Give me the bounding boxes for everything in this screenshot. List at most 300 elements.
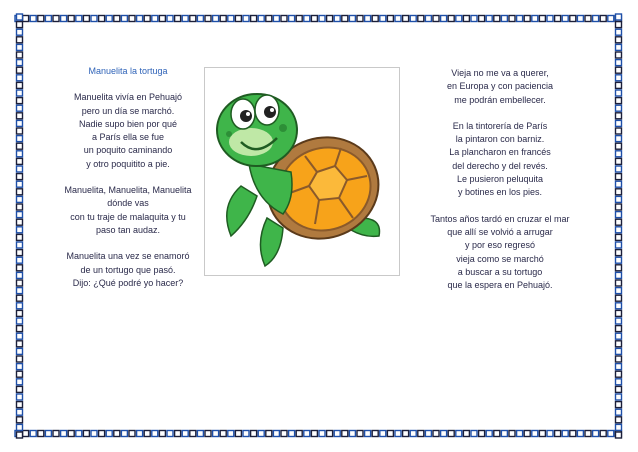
frame-square	[616, 265, 622, 271]
frame-square	[175, 16, 181, 22]
stanza	[416, 67, 584, 107]
frame-square	[365, 431, 371, 437]
poem-line: a buscar a su tortugo	[457, 266, 543, 277]
frame-square	[410, 431, 416, 437]
frame-square	[562, 16, 568, 22]
frame-square	[68, 431, 74, 437]
frame-square	[616, 120, 622, 126]
frame-square	[403, 16, 409, 22]
frame-square	[289, 431, 295, 437]
frame-square	[38, 16, 44, 22]
frame-square	[395, 431, 401, 437]
frame-square	[17, 318, 23, 324]
frame-square	[570, 16, 576, 22]
frame-square	[616, 52, 622, 58]
frame-square	[616, 348, 622, 354]
poem-line: Manuelita una vez se enamoró	[66, 251, 190, 262]
frame-square	[616, 105, 622, 111]
frame-square	[532, 16, 538, 22]
frame-square	[205, 16, 211, 22]
frame-square	[258, 16, 264, 22]
frame-square	[616, 204, 622, 210]
stanza	[416, 120, 584, 200]
frame-square	[91, 431, 97, 437]
frame-square	[17, 158, 23, 164]
frame-square	[159, 16, 165, 22]
frame-square	[296, 431, 302, 437]
frame-square	[380, 431, 386, 437]
frame-square	[319, 16, 325, 22]
frame-square	[17, 181, 23, 187]
frame-square	[349, 16, 355, 22]
poem-line: paso tan audaz.	[95, 224, 161, 235]
frame-square	[76, 16, 82, 22]
stanza	[416, 213, 584, 293]
frame-border-bottom	[14, 428, 624, 439]
frame-square	[357, 431, 363, 437]
frame-square	[616, 288, 622, 294]
frame-square	[17, 326, 23, 332]
frame-square	[600, 431, 606, 437]
frame-square	[616, 174, 622, 180]
frame-square	[17, 386, 23, 392]
frame-square	[387, 16, 393, 22]
poem-line: Nadie supo bien por qué	[78, 118, 178, 129]
frame-square	[17, 371, 23, 377]
frame-square	[539, 431, 545, 437]
frame-square	[616, 14, 622, 20]
frame-square	[555, 16, 561, 22]
stanza	[54, 184, 202, 237]
frame-square	[17, 136, 23, 142]
frame-square	[17, 60, 23, 66]
frame-square	[433, 16, 439, 22]
frame-square	[311, 431, 317, 437]
frame-square	[486, 431, 492, 437]
frame-square	[17, 189, 23, 195]
frame-square	[471, 16, 477, 22]
poem-line: del derecho y del revés.	[452, 160, 548, 171]
frame-square	[190, 16, 196, 22]
frame-square	[463, 16, 469, 22]
frame-square	[577, 431, 583, 437]
frame-square	[585, 431, 591, 437]
frame-square	[17, 227, 23, 233]
frame-square	[17, 265, 23, 271]
frame-square	[258, 431, 264, 437]
frame-square	[616, 22, 622, 28]
frame-square	[235, 431, 241, 437]
frame-square	[616, 181, 622, 187]
frame-square	[45, 431, 51, 437]
frame-square	[585, 16, 591, 22]
poem-line: y otro poquitito a pie.	[86, 158, 170, 169]
frame-square	[273, 431, 279, 437]
frame-square	[17, 250, 23, 256]
frame-square	[281, 16, 287, 22]
frame-square	[562, 431, 568, 437]
poem-line: Manuelita, Manuelita, Manuelita	[64, 185, 192, 196]
frame-square	[17, 151, 23, 157]
frame-square	[387, 431, 393, 437]
frame-square	[45, 16, 51, 22]
frame-square	[83, 431, 89, 437]
frame-square	[17, 67, 23, 73]
frame-square	[494, 16, 500, 22]
frame-square	[616, 280, 622, 286]
frame-square	[616, 386, 622, 392]
frame-square	[30, 431, 36, 437]
frame-square	[616, 424, 622, 430]
frame-square	[76, 431, 82, 437]
frame-square	[577, 16, 583, 22]
frame-square	[593, 431, 599, 437]
frame-square	[616, 272, 622, 278]
frame-square	[17, 196, 23, 202]
poem-line: con tu traje de malaquita y tu	[70, 211, 186, 222]
frame-square	[144, 16, 150, 22]
frame-square	[137, 16, 143, 22]
frame-square	[17, 29, 23, 35]
frame-square	[182, 431, 188, 437]
frame-square	[235, 16, 241, 22]
frame-square	[17, 280, 23, 286]
frame-square	[501, 431, 507, 437]
frame-square	[616, 113, 622, 119]
frame-square	[30, 16, 36, 22]
frame-square	[441, 431, 447, 437]
frame-square	[137, 431, 143, 437]
frame-square	[418, 16, 424, 22]
frame-square	[121, 431, 127, 437]
frame-square	[68, 16, 74, 22]
frame-square	[418, 431, 424, 437]
frame-square	[334, 431, 340, 437]
frame-square	[616, 371, 622, 377]
frame-square	[570, 431, 576, 437]
poem-line: y por eso regresó	[464, 240, 536, 251]
frame-square	[83, 16, 89, 22]
poem-line: dónde vas	[107, 198, 149, 209]
frame-square	[266, 431, 272, 437]
frame-square	[61, 16, 67, 22]
frame-square	[175, 431, 181, 437]
frame-square	[266, 16, 272, 22]
frame-square	[509, 431, 515, 437]
frame-square	[17, 14, 23, 20]
frame-square	[17, 44, 23, 50]
frame-square	[17, 75, 23, 81]
frame-square	[479, 16, 485, 22]
poem-column-left	[54, 65, 202, 303]
frame-square	[17, 174, 23, 180]
frame-square	[616, 295, 622, 301]
frame-square	[327, 16, 333, 22]
frame-square	[190, 431, 196, 437]
frame-square	[334, 16, 340, 22]
frame-square	[349, 431, 355, 437]
frame-square	[53, 16, 59, 22]
frame-square	[600, 16, 606, 22]
frame-square	[524, 16, 530, 22]
frame-square	[53, 431, 59, 437]
frame-square	[17, 113, 23, 119]
frame-square	[616, 257, 622, 263]
frame-square	[296, 16, 302, 22]
frame-square	[517, 16, 523, 22]
frame-square	[152, 16, 158, 22]
frame-square	[616, 60, 622, 66]
frame-square	[152, 431, 158, 437]
frame-square	[395, 16, 401, 22]
frame-square	[448, 431, 454, 437]
frame-square	[616, 326, 622, 332]
frame-border-left	[14, 13, 25, 439]
frame-square	[17, 295, 23, 301]
frame-square	[121, 16, 127, 22]
frame-square	[220, 16, 226, 22]
poem-line: vieja como se marchó	[456, 253, 544, 264]
frame-square	[213, 16, 219, 22]
frame-square	[509, 16, 515, 22]
frame-border-top	[14, 13, 624, 24]
frame-square	[17, 120, 23, 126]
frame-square	[616, 409, 622, 415]
frame-border-right	[613, 13, 624, 439]
frame-square	[129, 431, 135, 437]
frame-square	[17, 402, 23, 408]
poem-line: La plancharon en francés	[449, 147, 551, 158]
poem-line: Vieja no me va a querer,	[451, 68, 549, 78]
frame-square	[17, 212, 23, 218]
frame-square	[197, 16, 203, 22]
frame-square	[616, 37, 622, 43]
frame-square	[425, 16, 431, 22]
frame-square	[220, 431, 226, 437]
poem-line: me podrán embellecer.	[454, 94, 546, 105]
frame-square	[486, 16, 492, 22]
frame-square	[616, 242, 622, 248]
poem-line: un poquito caminando	[83, 145, 173, 156]
poem-line: Le pusieron peluquita	[456, 174, 544, 185]
frame-square	[99, 16, 105, 22]
frame-square	[17, 417, 23, 423]
frame-square	[547, 16, 553, 22]
frame-square	[616, 250, 622, 256]
frame-square	[616, 166, 622, 172]
frame-square	[17, 288, 23, 294]
frame-square	[114, 16, 120, 22]
poem-line: que allí se volvió a arrugar	[447, 226, 553, 237]
frame-square	[616, 128, 622, 134]
frame-square	[616, 29, 622, 35]
frame-square	[494, 431, 500, 437]
frame-square	[403, 431, 409, 437]
frame-square	[357, 16, 363, 22]
frame-square	[616, 90, 622, 96]
frame-square	[342, 431, 348, 437]
frame-square	[616, 219, 622, 225]
frame-square	[114, 431, 120, 437]
frame-square	[167, 431, 173, 437]
frame-square	[616, 379, 622, 385]
frame-square	[205, 431, 211, 437]
poem-line: y botines en los pies.	[457, 187, 543, 198]
frame-square	[17, 52, 23, 58]
frame-square	[616, 143, 622, 149]
frame-square	[616, 67, 622, 73]
frame-square	[616, 303, 622, 309]
frame-square	[524, 431, 530, 437]
frame-square	[616, 75, 622, 81]
poem-line: En la tintorería de París	[452, 120, 548, 131]
frame-square	[380, 16, 386, 22]
frame-square	[616, 44, 622, 50]
frame-square	[17, 242, 23, 248]
frame-square	[616, 432, 622, 438]
frame-square	[17, 379, 23, 385]
frame-square	[532, 431, 538, 437]
frame-square	[547, 431, 553, 437]
frame-square	[17, 143, 23, 149]
frame-square	[471, 431, 477, 437]
frame-square	[372, 431, 378, 437]
frame-square	[311, 16, 317, 22]
frame-square	[616, 394, 622, 400]
frame-square	[304, 431, 310, 437]
frame-square	[17, 90, 23, 96]
poem-line: Manuelita vivía en Pehuajó	[73, 92, 183, 103]
poem-line: de un tortugo que pasó.	[80, 264, 176, 275]
frame-square	[616, 158, 622, 164]
frame-square	[410, 16, 416, 22]
stanza	[54, 91, 202, 171]
frame-square	[517, 431, 523, 437]
frame-square	[273, 16, 279, 22]
frame-square	[616, 402, 622, 408]
frame-square	[91, 16, 97, 22]
frame-square	[281, 431, 287, 437]
frame-square	[289, 16, 295, 22]
frame-square	[17, 98, 23, 104]
frame-square	[17, 128, 23, 134]
frame-square	[17, 37, 23, 43]
frame-square	[17, 22, 23, 28]
frame-square	[228, 431, 234, 437]
frame-square	[616, 189, 622, 195]
frame-square	[593, 16, 599, 22]
frame-square	[17, 424, 23, 430]
frame-square	[17, 364, 23, 370]
frame-square	[38, 431, 44, 437]
frame-square	[433, 431, 439, 437]
frame-square	[425, 431, 431, 437]
frame-square	[616, 151, 622, 157]
frame-square	[456, 16, 462, 22]
frame-square	[616, 356, 622, 362]
frame-square	[616, 98, 622, 104]
frame-square	[144, 431, 150, 437]
frame-square	[365, 16, 371, 22]
frame-square	[129, 16, 135, 22]
frame-square	[17, 166, 23, 172]
frame-square	[61, 431, 67, 437]
frame-square	[501, 16, 507, 22]
frame-square	[17, 105, 23, 111]
frame-square	[17, 432, 23, 438]
frame-square	[228, 16, 234, 22]
frame-square	[251, 16, 257, 22]
frame-square	[479, 431, 485, 437]
frame-square	[197, 431, 203, 437]
stanza	[54, 250, 202, 290]
turtle-illustration	[204, 67, 400, 276]
frame-square	[243, 431, 249, 437]
frame-square	[616, 82, 622, 88]
frame-square	[616, 212, 622, 218]
frame-square	[251, 431, 257, 437]
turtle-icon	[205, 68, 399, 275]
frame-square	[319, 431, 325, 437]
frame-square	[17, 219, 23, 225]
frame-square	[17, 341, 23, 347]
frame-square	[616, 364, 622, 370]
frame-square	[17, 272, 23, 278]
frame-square	[243, 16, 249, 22]
frame-square	[159, 431, 165, 437]
frame-square	[17, 234, 23, 240]
frame-square	[539, 16, 545, 22]
frame-square	[463, 431, 469, 437]
frame-square	[616, 136, 622, 142]
frame-square	[17, 333, 23, 339]
frame-square	[616, 234, 622, 240]
frame-square	[17, 303, 23, 309]
poem-line: Dijo: ¿Qué podré yo hacer?	[72, 277, 184, 288]
frame-square	[616, 196, 622, 202]
poem-line: la pintaron con barniz.	[455, 134, 545, 145]
frame-square	[616, 318, 622, 324]
frame-square	[17, 348, 23, 354]
frame-square	[99, 431, 105, 437]
frame-square	[327, 431, 333, 437]
frame-square	[616, 417, 622, 423]
poem-line: en Europa y con paciencia	[446, 81, 554, 92]
frame-square	[182, 16, 188, 22]
frame-square	[106, 431, 112, 437]
frame-square	[372, 16, 378, 22]
poem-line: a París ella se fue	[91, 132, 165, 143]
poem-title: Manuelita la tortuga	[88, 66, 168, 76]
frame-square	[17, 257, 23, 263]
frame-square	[17, 204, 23, 210]
poem-line: pero un día se marchó.	[81, 105, 175, 116]
frame-square	[555, 431, 561, 437]
frame-square	[456, 431, 462, 437]
frame-square	[17, 82, 23, 88]
frame-square	[17, 409, 23, 415]
frame-square	[167, 16, 173, 22]
frame-square	[17, 310, 23, 316]
frame-square	[441, 16, 447, 22]
frame-square	[616, 341, 622, 347]
poem-line: que la espera en Pehuajó.	[447, 280, 553, 291]
frame-square	[616, 333, 622, 339]
frame-square	[17, 394, 23, 400]
frame-square	[448, 16, 454, 22]
frame-square	[106, 16, 112, 22]
frame-square	[616, 227, 622, 233]
